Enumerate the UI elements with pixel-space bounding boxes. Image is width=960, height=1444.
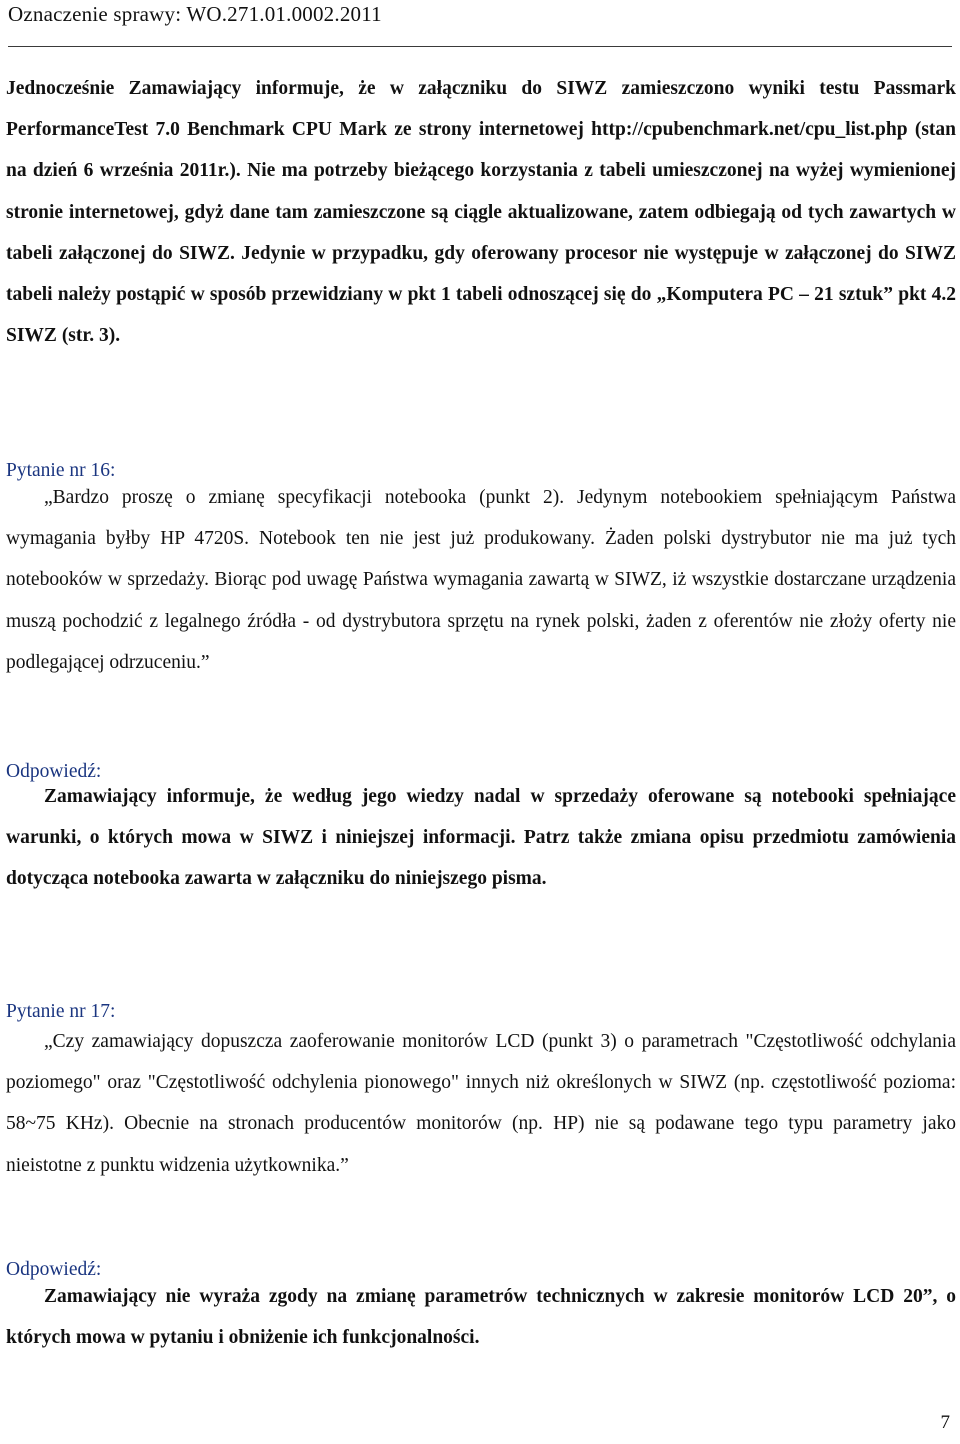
question-16-label: Pytanie nr 16:: [6, 460, 116, 481]
page-number: 7: [940, 1412, 950, 1433]
answer-16-text: Zamawiający informuje, że według jego wiedzy nadal w sprzedaży oferowane są notebooki spełniające warunki, o których mowa w SIWZ i niniejszej informacji. Patrz także zmiana opisu przedmiotu zamówienia dotycząca notebooka zawarta w załączniku do niniejszego pisma.: [6, 786, 956, 890]
question-17-text: „Czy zamawiający dopuszcza zaoferowanie monitorów LCD (punkt 3) o parametrach "Częstotliwość odchylania poziomego" oraz "Częstotliwość odchylenia pionowego" innych niż określonych w SIWZ (np. częstotliwość pozioma: 58~75 KHz). Obecnie na stronach producentów monitorów (np. HP) nie są podawane tego typu parametry jako nieistotne z punktu widzenia użytkownika.”: [6, 1031, 956, 1176]
page-header: [8, 0, 952, 47]
answer-17-label: Odpowiedź:: [6, 1259, 102, 1280]
intro-paragraph: Jednocześnie Zamawiający informuje, że w załączniku do SIWZ zamieszczono wyniki testu Passmark PerformanceTest 7.0 Benchmark CPU Mark ze strony internetowej http://cpubenchmark.net/cpu_list.php (stan na dzień 6 września 2011r.). Nie ma potrzeby bieżącego korzystania z tabeli umieszczonej na wyżej wymienionej stronie internetowej, gdyż dane tam zamieszczone są ciągle aktualizowane, zatem odbiegają od tych zawartych w tabeli załączonej do SIWZ. Jedynie w przypadku, gdy oferowany procesor nie występuje w załączonej do SIWZ tabeli należy postąpić w sposób przewidziany w pkt 1 tabeli odnoszącej się do „Komputera PC – 21 sztuk” pkt 4.2 SIWZ (str. 3).: [6, 78, 956, 347]
answer-16-label: Odpowiedź:: [6, 761, 102, 782]
question-17-label: Pytanie nr 17:: [6, 1001, 116, 1022]
question-16-text: „Bardzo proszę o zmianę specyfikacji notebooka (punkt 2). Jedynym notebookiem spełniającym Państwa wymagania byłby HP 4720S. Notebook ten nie jest już produkowany. Żaden polski dystrybutor nie ma już tych notebooków w sprzedaży. Biorąc pod uwagę Państwa wymagania zawartą w SIWZ, iż wszystkie dostarczane urządzenia muszą pochodzić z legalnego źródła - od dystrybutora sprzętu na rynek polski, żaden z oferentów nie złoży oferty nie podlegającej odrzuceniu.”: [6, 487, 956, 673]
answer-17-text: Zamawiający nie wyraża zgody na zmianę parametrów technicznych w zakresie monitorów LCD 20”, o których mowa w pytaniu i obniżenie ich funkcjonalności.: [6, 1286, 956, 1349]
case-reference: Oznaczenie sprawy: WO.271.01.0002.2011: [8, 2, 382, 26]
